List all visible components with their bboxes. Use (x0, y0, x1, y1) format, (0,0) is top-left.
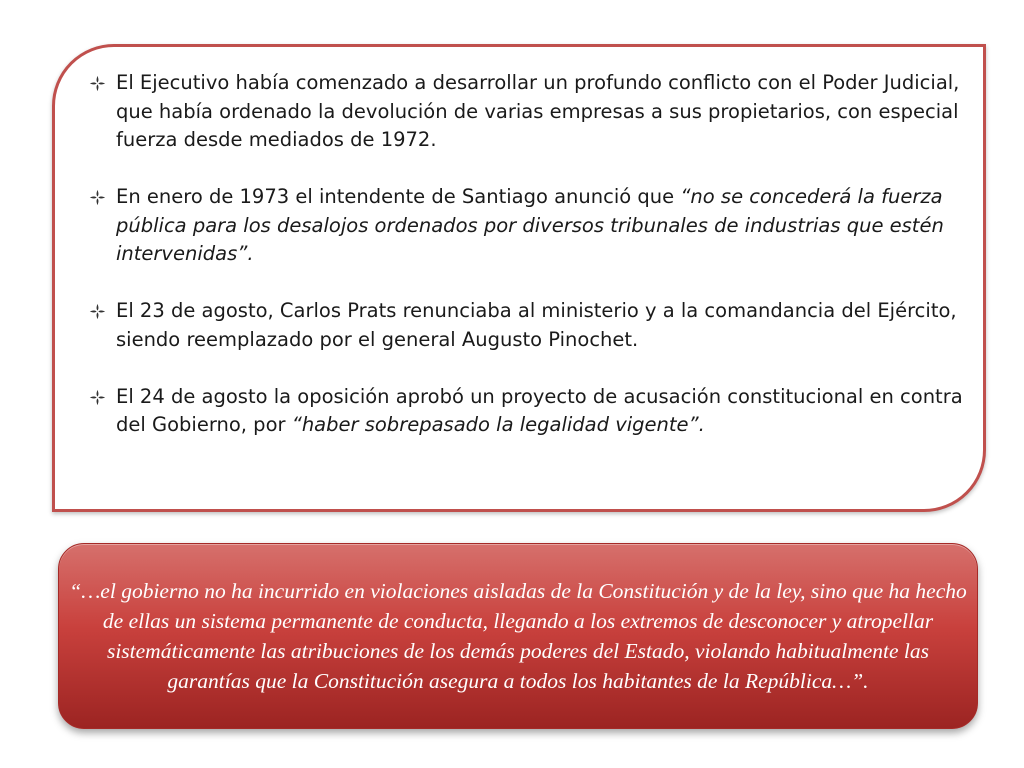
diamond-bullet-icon (89, 303, 106, 320)
bullet-item (86, 183, 976, 269)
bullet-item (86, 69, 976, 155)
bullet-text: El Ejecutivo había comenzado a desarrollar un profundo conflicto con el Poder Judicial, que había ordenado la devolución de varias empresas a sus propietarios, con especial fuerza desde mediados de 1972. (116, 71, 960, 151)
quote-panel (58, 543, 978, 729)
bullet-text: En enero de 1973 el intendente de Santiago anunció que (116, 185, 681, 208)
bullet-italic-text: “haber sobrepasado la legalidad vigente”. (291, 413, 705, 436)
diamond-bullet-icon (89, 189, 106, 206)
bullet-italic-text: “no se concederá la fuerza pública para los desalojos ordenados por diversos tribunales de industrias que estén intervenidas”. (116, 185, 944, 265)
bullet-list (86, 69, 976, 440)
bullet-item (86, 383, 976, 440)
diamond-bullet-icon (89, 389, 106, 406)
bullet-text: El 23 de agosto, Carlos Prats renunciaba al ministerio y a la comandancia del Ejército, siendo reemplazado por el general Augusto Pinochet. (116, 299, 957, 351)
quote-text: “…el gobierno no ha incurrido en violaciones aisladas de la Constitución y de la ley, sino que ha hecho de ellas un sistema permanente de conducta, llegando a los extremos de desconocer y atropellar sistemáticamente las atribuciones de los demás poderes del Estado, violando habitualmente las garantías que la Constitución asegura a todos los habitantes de la República…”. (69, 579, 967, 693)
bullet-item (86, 297, 976, 354)
bullet-text: El 24 de agosto la oposición aprobó un proyecto de acusación constitucional en contra del Gobierno, por (116, 384, 963, 436)
diamond-bullet-icon (89, 75, 106, 92)
